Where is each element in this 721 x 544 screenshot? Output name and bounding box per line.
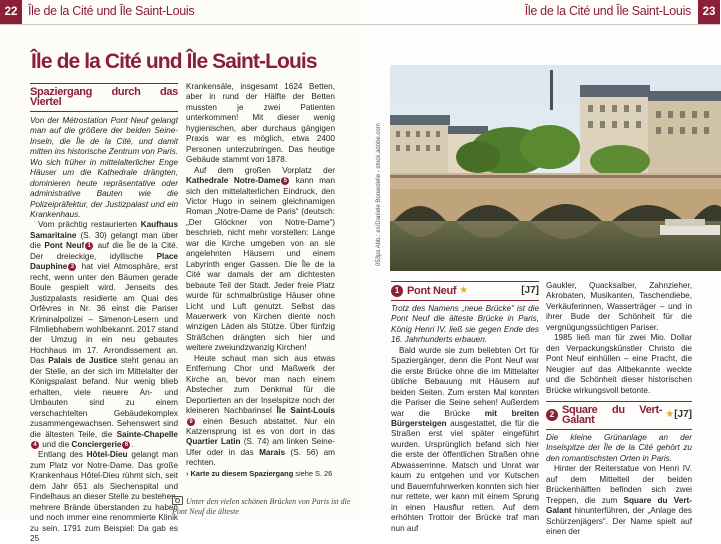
right-column-2 — [546, 281, 692, 537]
sight-badge: 3 — [68, 263, 76, 271]
sight-badge: 9 — [187, 418, 195, 426]
right-column-1 — [391, 281, 539, 534]
photo-caption: Unter den vielen schönen Brücken von Paris ist die Pont Neuf die älteste — [172, 497, 351, 516]
col2-paragraph-1: Krankensäle, insgesamt 1624 Betten, aber in rund der Hälfte der Betten mussten je zwei Patienten unterkommen! Mit dieser wenig hygienischen, aber durchaus gängigen Praxis war es möglich, etwa 2400 Personen unterzubringen. Das heutige Gebäude stammt von 1878. — [186, 82, 335, 165]
left-column-2 — [186, 82, 335, 479]
camera-icon — [172, 496, 183, 505]
col2-paragraph-2: Auf dem großen Vorplatz der Kathedrale Notre-Dame 5 kann man sich den mittelalterlichen Eindruck, den Victor Hugo in seinem gleichnamigen Roman „Notre-Dame de Paris“ (deutsch: „Der Glöckner von Notre-Dame“) beschrieb, nicht mehr vorstellen: Lange war die Kirche umgeben von an sie angelehnten Häusern und einem Labyrinth enger Gassen. Die Île de la Cité war damals der am dichtesten bebaute Teil der Stadt. Jeder freie Platz wurde für schmalbrüstige Häuser ohne Licht und Luft genutzt. Selbst das Mauerwerk von Kirchen diente noch winzigen Läden als Stütze. Über fünfzig Sträßchen drängten sich hier und weitere zweiundzwanzig Kirchen! — [186, 165, 336, 353]
sight-badge: 6 — [122, 441, 130, 449]
right-running-title: Île de la Cité und Île Saint-Louis — [524, 4, 691, 18]
left-header — [0, 0, 360, 25]
left-running-title: Île de la Cité und Île Saint-Louis — [28, 4, 195, 18]
left-column-1 — [30, 82, 178, 544]
sight-heading-vert-galant — [546, 401, 692, 430]
walk-subtitle: Spaziergang durch das Viertel — [30, 83, 178, 112]
right-header — [360, 0, 720, 25]
sight-name: Square du Vert-Galant — [562, 403, 663, 427]
sight-heading-pont-neuf — [391, 281, 539, 301]
right-page — [360, 0, 720, 536]
chapter-title: Île de la Cité und Île Saint-Louis — [31, 50, 317, 73]
left-page-number: 22 — [0, 0, 22, 24]
sight-badge: 5 — [281, 177, 289, 185]
pont-neuf-text: Bald wurde sie zum beliebten Ort für Spaziergänger, denn die Pont Neuf war die erste Brücke ohne die im Mittelalter übliche Bebauung mit Häusern auf beiden Seiten. Zum ersten Mal konnten die Pariser die Seine sehen! Außerdem war die Brücke mit breiten Bürgersteigen ausgestattet, die für die Straßen erst viel später eingeführt wurden. Ursprünglich befand sich hier die erste der öffentlichen Straßen ohne Abwasserrinne. Matsch und Unrat war kaum zu entgehen und vor Kutschen und Bauernfuhrwerken konnten sich hier nur rettete, wer kann mit einem Sprung in einen Hausflur retten. Auf dem erhöhten Trottoir der Brücke traf man nun auf — [391, 345, 539, 533]
right-page-number: 23 — [698, 0, 720, 24]
sight-number: 2 — [546, 409, 558, 421]
vert-galant-text: Hinter der Reiterstatue von Henri IV. auf dem Mittelteil der beiden Brückenhälften befinden sich zwei Treppen, die zum Square du Vert-Galant hinunterführen, der „Anlage des Schürzenjägers“. Der Name spielt auf einen der — [546, 464, 692, 536]
star-icon: ★ — [459, 284, 469, 296]
col2-paragraph-3: Heute schaut man sich aus etwas Entfernung Chor und Maßwerk der Kirche an, bevor man nach einem Abstecher zum Denkmal für die Deportierten an der Inselspitze noch der kleineren Nachbarinsel Île Saint-Louis9 einen Besuch abstattet. Nur ein Katzensprung ist es von dort in das Quartier Latin (S. 74) am linken Seine-Ufer oder in das Marais (S. 56) am rechten. — [186, 353, 336, 468]
walk-paragraph-1: Vom prächtig restaurierten Kaufhaus Samaritaine (S. 30) gelangt man über die Pont Neuf 1 auf die Île de la Cité. Der dreieckige, idyllische Place Dauphine 3 hat viel Atmosphäre, erst recht, wenn unter den Bäumen gerade Boule gespielt wird. Jenseits des Justizpalasts residierte am Quai des Orfèvres in Nr. 36 einst die Pariser Kriminalpolizei – Simenon-Lesern und Filmliebhabern wohlbekannt. 2017 stand der Umzug in ein neu gebautes Hochhaus im 17. Arrondissement an. Das Palais de Justice steht genau an der Stelle, an der sich im Mittelalter der Königspalast befand. Nur wenig blieb erhalten, viele neuere An- und Umbauten sind zu einem verschachtelten Gebäudekomplex zusammengewachsen. Sehenswert sind die ältesten Teile, die Sainte-Chapelle4 und die Conciergerie 6 . — [30, 220, 179, 449]
pont-neuf-intro: Trotz des Namens „neue Brücke“ ist die Pont Neuf die älteste Brücke in Paris, König Henri IV. ließ sie gegen Ende des 16. Jahrhunderts erbauen. — [391, 304, 539, 345]
sight-name: Pont Neuf — [407, 284, 457, 297]
walk-intro: Von der Métrostation Pont Neuf gelangt man auf die größere der beiden Seine-Inseln, die Île de la Cité, und damit mitten ins historische Zentrum von Paris. Wo sich früher in mittelalterlicher Enge Häuser um die Kathedrale drängten, dominieren heute repräsentative oder administrative Bauten wie die Polizeipräfektur, der Justizpalast und ein Krankenhaus. — [30, 115, 178, 219]
map-grid-ref: [J7] — [674, 409, 692, 421]
pont-neuf-text-cont: Gaukler, Quacksalber, Zahnzieher, Akrobaten, Musikanten, Taschendiebe, Verkäuferinnen, Wasserträger – und in ihrer Bude der Schönheit für die vergnügungssüchtigen Pariser. — [546, 281, 692, 332]
photo-credit: 053ps Abb.: ex/Daniele Bonardelle - stock.adobe.com — [376, 123, 382, 266]
chevron-right-icon: › — [186, 468, 189, 478]
map-link[interactable]: › Karte zu diesem Spaziergang siehe S. 26 — [186, 468, 333, 478]
sight-number: 1 — [391, 285, 403, 297]
sight-badge: 1 — [85, 242, 93, 250]
map-grid-ref: [J7] — [521, 284, 539, 296]
left-page — [0, 0, 360, 544]
vert-galant-intro: Die kleine Grünanlage an der Inselspitze der Île de la Cité gehört zu den romantischsten Orten in Paris. — [546, 432, 692, 463]
pont-neuf-christo: 1985 ließ man für zwei Mio. Dollar den Verpackungskünstler Christo die Pont Neuf einhüllen – eine Pracht, die Neugier auf das Altbekannte weckte und die Schönheit dieser historischen Brücke wirkungsvoll betonte. — [546, 333, 692, 395]
star-icon: ★ — [665, 409, 675, 421]
pont-neuf-photo — [390, 65, 721, 271]
walk-paragraph-2: Entlang des Hôtel-Dieu gelangt man zum Platz vor Notre-Dame. Das große Krankenhaus Hôtel-Dieu rühmt sich, seit dem Jahr 651 als Siechenspital und Findelhaus an dieser Stelle zu bestehen, mehrere Brände überstanden zu haben und noch immer eine renommierte Klinik zu sein. 1791 zum Beispiel: Da gab es 25 — [30, 450, 178, 544]
sight-badge: 4 — [31, 441, 39, 449]
